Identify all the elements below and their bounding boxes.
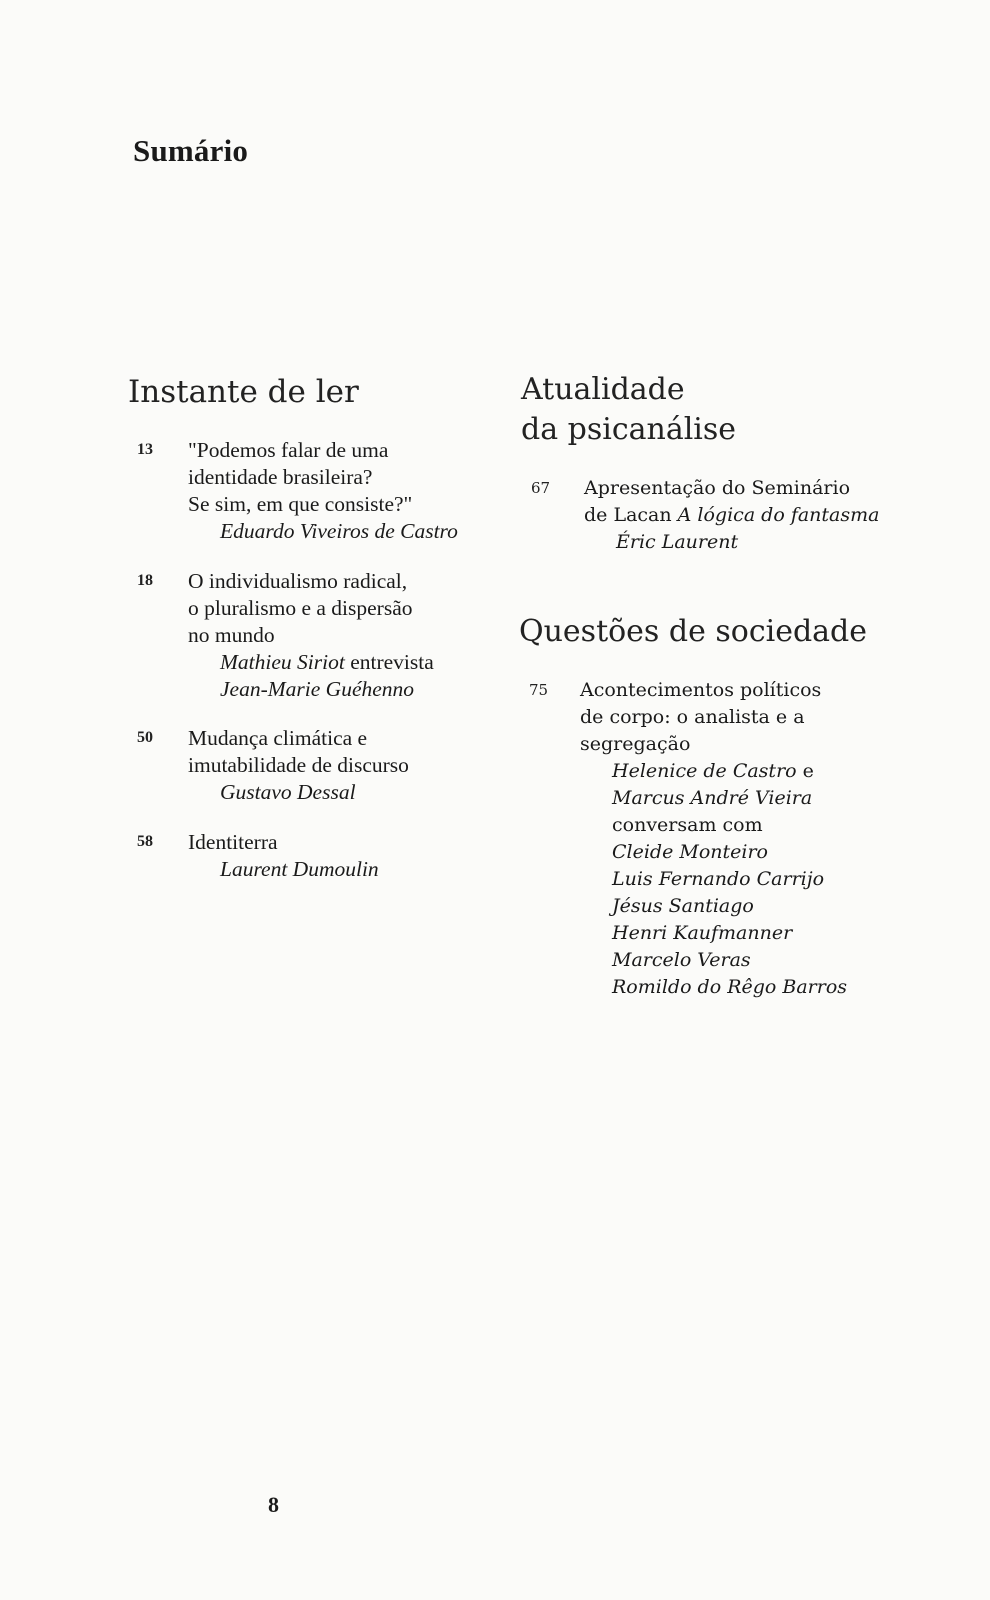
page-title: Sumário: [133, 133, 249, 168]
entry-author-line: [188, 649, 434, 676]
entry-title-line: Mudança climática e: [188, 726, 368, 750]
entry-guest: Romildo do Rêgo Barros: [612, 976, 848, 998]
entry-guest: Cleide Monteiro: [612, 841, 768, 863]
entry-author: Mathieu Siriot: [220, 650, 345, 674]
entry-title-line: segregação: [580, 733, 691, 755]
section-title-atualidade-da-psicanalise: Atualidade da psicanálise: [521, 372, 737, 447]
entry-title-line: de corpo: o analista e a: [580, 706, 805, 728]
entry-title-line: Identiterra: [188, 830, 278, 854]
entry-guest: Luis Fernando Carrijo: [612, 868, 825, 890]
entry-title-line: identidade brasileira?: [188, 465, 373, 489]
entry-page-number: 13: [137, 441, 153, 458]
entry-conversam: conversam com: [612, 814, 763, 836]
entry-author: Marcus André Vieira: [612, 787, 813, 809]
entry-book-title: A lógica do fantasma: [677, 504, 880, 526]
entry-title-line: imutabilidade de discurso: [188, 753, 409, 777]
entry-page-number: 67: [531, 479, 551, 497]
section-title-questoes-de-sociedade: Questões de sociedade: [519, 614, 868, 649]
entry-author: Jean-Marie Guéhenno: [220, 677, 415, 701]
entry-guest: Henri Kaufmanner: [612, 922, 793, 944]
entry-page-number: 58: [137, 833, 153, 850]
entry-guest: Marcelo Veras: [612, 949, 751, 971]
section-title-instante-de-ler: Instante de ler: [128, 374, 359, 410]
entry-title-prefix: de Lacan: [584, 504, 672, 526]
page-number: 8: [268, 1492, 279, 1517]
entry-title-line: O individualismo radical,: [188, 569, 408, 593]
entry-author: Helenice de Castro: [612, 760, 797, 782]
entry-author: Eduardo Viveiros de Castro: [220, 519, 458, 543]
entry-author-join: entrevista: [350, 650, 434, 674]
entry-title-line: o pluralismo e a dispersão: [188, 596, 413, 620]
entry-author: Gustavo Dessal: [220, 780, 356, 804]
entry-author-join: e: [802, 760, 814, 782]
entry-page-number: 75: [529, 681, 549, 699]
entry-guest: Jésus Santiago: [612, 895, 754, 917]
entry-author: Laurent Dumoulin: [220, 857, 379, 881]
entry-title-line: no mundo: [188, 623, 275, 647]
entry-page-number: 18: [137, 572, 153, 589]
entry-title-line: Se sim, em que consiste?": [188, 492, 413, 516]
entry-title-line: Acontecimentos políticos: [580, 679, 822, 701]
entry-title-line: "Podemos falar de uma: [188, 438, 389, 462]
entry-page-number: 50: [137, 729, 153, 746]
entry-author-line: [580, 758, 847, 785]
entry-author: Éric Laurent: [616, 531, 739, 553]
entry-title-line: [584, 502, 879, 529]
entry-title-line: Apresentação do Seminário: [584, 477, 851, 499]
